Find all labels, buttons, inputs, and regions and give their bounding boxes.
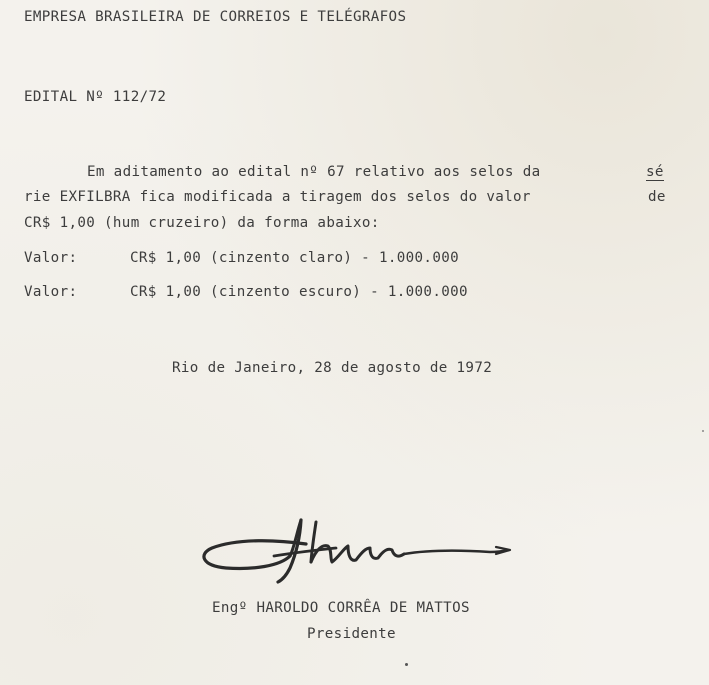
edital-number: EDITAL Nº 112/72	[24, 89, 167, 105]
body-line-3: CR$ 1,00 (hum cruzeiro) da forma abaixo:	[24, 215, 380, 231]
handwritten-signature	[198, 510, 518, 590]
paper-mark	[405, 663, 408, 666]
signatory-title: Presidente	[307, 626, 396, 642]
value-entry: CR$ 1,00 (cinzento claro) - 1.000.000	[130, 250, 459, 266]
body-line-1-hyphenation	[646, 163, 664, 181]
value-label: Valor:	[24, 250, 78, 266]
body-line-2: rie EXFILBRA fica modificada a tiragem dos selos do valor	[24, 189, 531, 205]
body-line-2-tail: de	[648, 189, 666, 205]
body-line-1: Em aditamento ao edital nº 67 relativo aos selos da	[87, 164, 541, 180]
place-and-date: Rio de Janeiro, 28 de agosto de 1972	[172, 360, 493, 376]
paper-mark	[702, 430, 704, 432]
signatory-name: Engº HAROLDO CORRÊA DE MATTOS	[212, 600, 470, 616]
organization-header: EMPRESA BRASILEIRA DE CORREIOS E TELÉGRAFOS	[24, 9, 407, 25]
value-label: Valor:	[24, 284, 78, 300]
body-line-1-tail: sé	[646, 164, 664, 180]
value-entry: CR$ 1,00 (cinzento escuro) - 1.000.000	[130, 284, 468, 300]
